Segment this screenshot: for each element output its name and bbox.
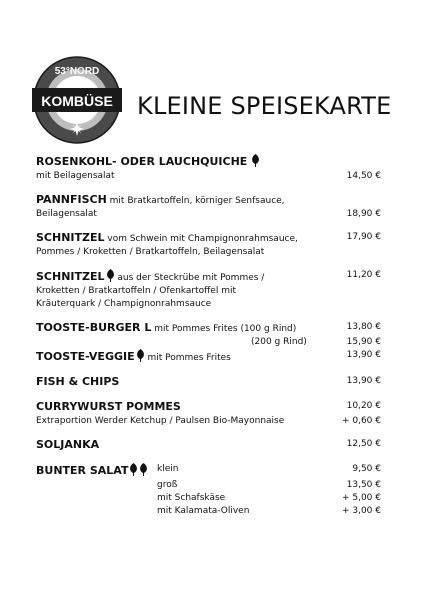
item-name: PANNFISCH [36, 193, 107, 206]
menu-item-row [36, 336, 381, 349]
item-description: mit Bratkartoffeln, körniger Senfsauce, [106, 196, 285, 206]
menu-item-row [36, 170, 381, 183]
vegan-leaf-icon [139, 463, 148, 476]
option-label: mit Schafskäse [157, 493, 226, 503]
menu-item-fish [36, 375, 381, 390]
svg-text:53°NORD: 53°NORD [54, 66, 100, 77]
menu-item-row [36, 208, 381, 221]
vegetarian-leaf-icon [251, 154, 260, 167]
option-price: 13,50 € [346, 480, 381, 490]
item-description: mit Pommes Frites (100 g Rind) [151, 324, 297, 334]
menu-item-row [36, 415, 381, 428]
item-price: 13,90 € [346, 350, 381, 360]
item-description: Kräuterquark / Champignonrahmsauce [36, 299, 212, 309]
item-price: 11,20 € [346, 270, 381, 280]
item-description: (200 g Rind) [251, 337, 307, 347]
item-description: vom Schwein mit Champignonrahmsauce, [104, 234, 298, 244]
menu-item-schnitzel-veg [36, 269, 381, 285]
item-name: ROSENKOHL- ODER LAUCHQUICHE [36, 155, 248, 168]
menu-item-row [36, 285, 381, 298]
item-description: mit Beilagensalat [36, 171, 115, 181]
item-price: 17,90 € [346, 232, 381, 242]
item-description: Kroketten / Bratkartoffeln / Ofenkartoffel mit [36, 286, 237, 296]
vegetarian-leaf-icon [129, 463, 138, 476]
option-price: + 5,00 € [341, 493, 381, 503]
kombuese-logo [32, 55, 122, 145]
menu-item-veggie [36, 349, 381, 365]
svg-text:KOMBÜSE: KOMBÜSE [41, 93, 113, 109]
option-label: mit Kalamata-Oliven [157, 506, 250, 516]
item-price: 10,20 € [346, 401, 381, 411]
vegetarian-leaf-icon [136, 349, 145, 362]
item-name: BUNTER SALAT [36, 464, 129, 477]
item-description: aus der Steckrübe mit Pommes / [114, 273, 265, 283]
menu-item-burger [36, 321, 381, 336]
item-name: SOLJANKA [36, 438, 100, 451]
item-price: 12,50 € [346, 439, 381, 449]
item-description: mit Pommes Frites [144, 353, 231, 363]
menu-item-row [36, 246, 381, 259]
item-name: FISH & CHIPS [36, 375, 120, 388]
item-description: Beilagensalat [36, 209, 97, 219]
item-price: 14,50 € [346, 171, 381, 181]
option-label: groß [157, 480, 178, 490]
item-description: Pommes / Kroketten / Bratkartoffeln, Beilagensalat [36, 247, 265, 257]
item-price: + 0,60 € [341, 416, 381, 426]
salad-option [36, 492, 381, 505]
menu-item-schnitzel [36, 231, 381, 246]
item-name: SCHNITZEL [36, 231, 105, 244]
menu-item-salat [36, 463, 381, 479]
item-price: 15,90 € [346, 337, 381, 347]
salad-option [36, 479, 381, 492]
item-name: CURRYWURST POMMES [36, 400, 181, 413]
option-price: 9,50 € [352, 464, 381, 474]
item-name: TOOSTE-BURGER L [36, 321, 152, 334]
option-label: klein [157, 464, 179, 474]
menu-item-pannfisch [36, 193, 381, 208]
menu-list [36, 154, 381, 518]
option-price: + 3,00 € [341, 506, 381, 516]
item-price: 18,90 € [346, 209, 381, 219]
page-title: KLEINE SPEISEKARTE [137, 92, 392, 120]
menu-item-soljanka [36, 438, 381, 453]
vegetarian-leaf-icon [106, 269, 115, 282]
item-name: TOOSTE-VEGGIE [36, 350, 135, 363]
item-price: 13,80 € [346, 322, 381, 332]
item-name: SCHNITZEL [36, 270, 105, 283]
item-price: 13,90 € [346, 376, 381, 386]
menu-item-currywurst [36, 400, 381, 415]
salad-option [36, 505, 381, 518]
menu-item-quiche [36, 154, 381, 170]
menu-item-row [36, 298, 381, 311]
item-description: Extraportion Werder Ketchup / Paulsen Bio-Mayonnaise [36, 416, 285, 426]
